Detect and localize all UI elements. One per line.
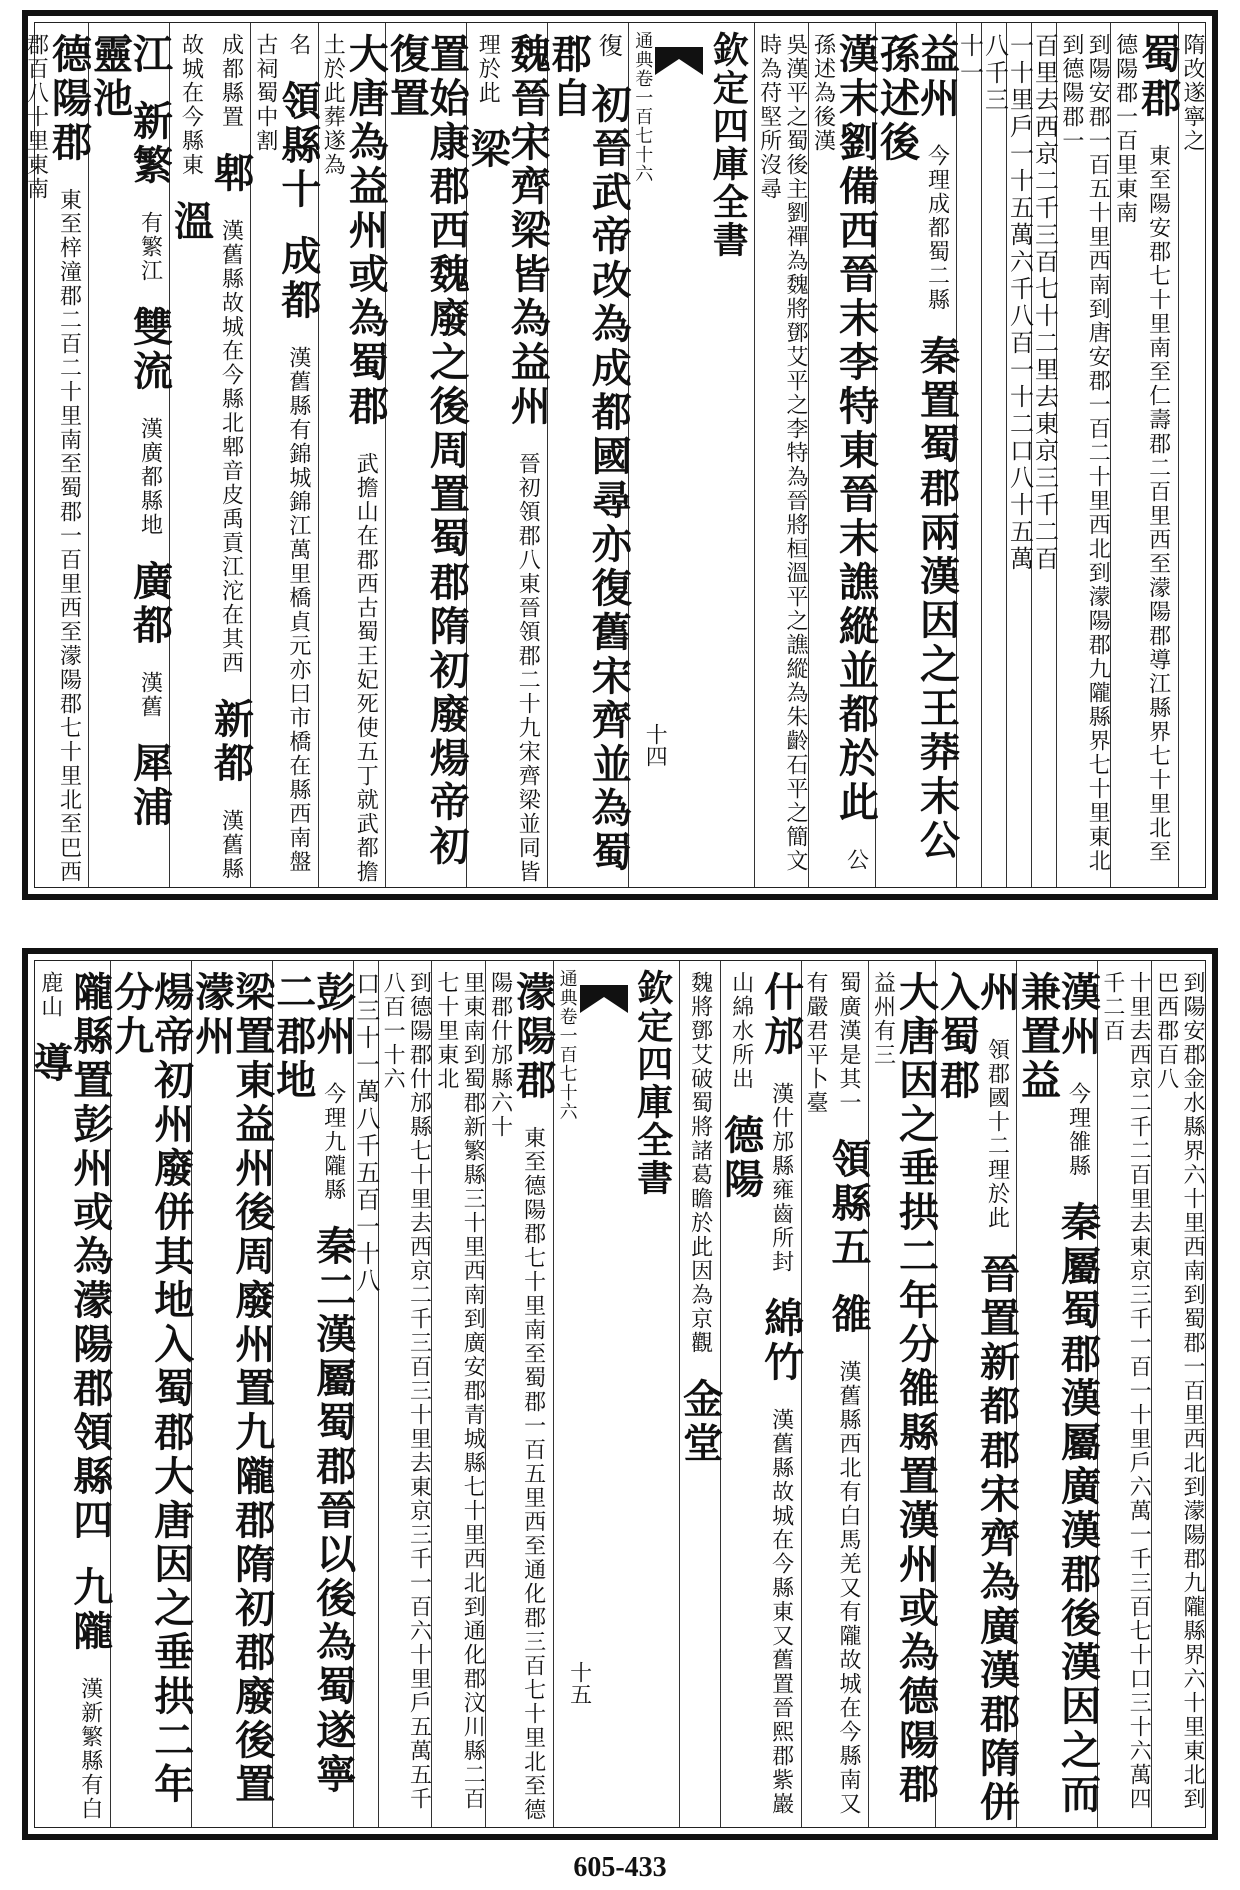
center-fold xyxy=(628,23,754,887)
main-text: 靈池 xyxy=(86,33,134,121)
main-text: 新繁 xyxy=(126,100,174,188)
text-column xyxy=(717,961,805,1827)
main-text: 雙流 xyxy=(126,306,174,394)
main-text: 漢末劉備西晉末李特東晉末譙縱並都於此 xyxy=(832,33,880,825)
main-text: 隴縣置彭州或為濛陽郡領縣四 xyxy=(66,971,114,1543)
annotation-text: 到德陽郡什邡縣七十里去西京二千三百三十里去東京三千一百六十里戶五萬五千八百一十六 xyxy=(380,971,432,1811)
annotation-text: 東至陽安郡七十里南至仁壽郡二百里西至濛陽郡導江縣界七十里北至德陽郡一百里東南 xyxy=(1112,33,1171,864)
annotation-text: 領郡國十二理於此 xyxy=(984,1038,1010,1230)
annotation-text: 漢什邡縣雍齒所封 xyxy=(768,1082,794,1274)
text-column xyxy=(933,961,1021,1827)
annotation-text: 漢廣都縣地 xyxy=(137,417,163,537)
leaf-number: 十五 xyxy=(566,1661,592,1705)
annotation-text: 今理成都蜀二縣 xyxy=(924,144,950,312)
top-page-columns xyxy=(23,22,1206,888)
text-column xyxy=(188,961,276,1827)
text-column xyxy=(107,961,195,1827)
main-text: 州 xyxy=(973,971,1021,1015)
main-text: 秦屬蜀郡漢屬廣漢郡後漢因之而兼置益 xyxy=(1014,971,1102,1817)
main-text: 德陽郡 xyxy=(45,33,93,165)
main-text: 煬帝初州廢併其地入蜀郡大唐因之垂拱二年分九 xyxy=(107,971,195,1807)
main-text: 新都 xyxy=(207,698,255,786)
text-column xyxy=(383,23,471,887)
annotation-text: 里東南到蜀郡新繁縣三十里西南到廣安郡青城縣七十里西北到通化郡汶川縣二百七十里東北 xyxy=(433,971,486,1811)
main-text: 領縣十 xyxy=(274,80,322,212)
main-text: 濛陽郡 xyxy=(509,971,557,1103)
annotation-text: 一十里戶一十五萬六千八百一十二口八十五萬 xyxy=(1005,33,1034,573)
text-column xyxy=(676,961,724,1827)
main-text: 郫 xyxy=(207,152,255,196)
annotation-text: 晉初領郡八東晉領郡二十九宋齊梁並同皆理於此 xyxy=(475,33,541,884)
main-text: 綿竹 xyxy=(757,1297,805,1385)
main-text: 梁置東益州後周廢州置九隴郡隋初郡廢後置濛州 xyxy=(188,971,276,1807)
annotation-text: 魏將鄧艾破蜀將諸葛瞻於此因為京觀 xyxy=(687,971,713,1355)
annotation-text: 到陽安郡金水縣界六十里西南到蜀郡一百里西北到濛陽郡九隴縣界六十里東北到巴西郡百八 xyxy=(1153,971,1205,1811)
text-column xyxy=(754,23,808,887)
annotation-text: 益州有三 xyxy=(870,971,896,1067)
annotation-text: 到陽安郡一百五十里西南到唐安郡一百二十里西北到濛陽郡九隴縣界七十里東北到德陽郡一 xyxy=(1058,33,1111,873)
text-column xyxy=(1151,961,1205,1827)
text-column xyxy=(22,23,93,887)
text-column xyxy=(873,23,961,887)
main-text: 金堂 xyxy=(676,1378,724,1466)
text-column xyxy=(1005,23,1034,887)
main-text: 彭州 xyxy=(309,971,357,1059)
main-text: 領縣五 xyxy=(825,1138,873,1270)
text-column xyxy=(464,23,552,887)
text-column xyxy=(167,23,255,887)
annotation-text: 十一 xyxy=(955,33,984,87)
top-page-panel xyxy=(22,10,1218,900)
annotation-text: 蜀廣漢是其一 xyxy=(836,971,862,1115)
annotation-text: 百里去西京二千三百七十二里去東京三千二百 xyxy=(1030,33,1059,573)
annotation-text: 隋改遂寧之 xyxy=(1180,33,1205,153)
main-text: 什邡 xyxy=(757,971,805,1059)
main-text: 置始康郡西魏廢之後周置蜀郡隋初廢煬帝初復置 xyxy=(383,33,471,869)
annotation-text: 漢新繁縣有白鹿山 xyxy=(37,971,103,1821)
text-column xyxy=(868,961,940,1827)
text-column xyxy=(485,961,557,1827)
main-text: 九隴 xyxy=(66,1566,114,1654)
page-number: 605-433 xyxy=(573,1852,667,1883)
main-text: 大唐為益州或為蜀郡 xyxy=(342,33,390,429)
leaf-number: 十四 xyxy=(642,723,668,767)
annotation-text: 漢舊縣有錦城錦江萬里橋貞元亦曰市橋在縣西南盤古祠蜀中割 xyxy=(252,33,311,874)
main-text: 秦二漢屬蜀郡晉以後為蜀遂寧二郡地 xyxy=(269,971,357,1797)
book-title: 欽定四庫全書 xyxy=(631,969,674,1197)
center-fold xyxy=(553,961,679,1827)
main-text: 溫 xyxy=(167,200,215,244)
annotation-text: 漢舊縣西北有白馬羌又有隴故城在今縣南又有嚴君平卜臺 xyxy=(803,971,862,1816)
text-column xyxy=(269,961,357,1827)
bottom-page-panel xyxy=(22,948,1218,1840)
text-column xyxy=(318,23,390,887)
fishtail-mark-icon xyxy=(655,47,703,75)
text-column xyxy=(431,961,485,1827)
annotation-text: 漢舊縣故城在今縣北郫音皮禹貢江沱在其西 xyxy=(218,219,244,675)
main-text: 漢州 xyxy=(1054,971,1102,1059)
text-column xyxy=(808,23,880,887)
main-text: 大唐因之垂拱二年分雒縣置漢州或為德陽郡 xyxy=(892,971,940,1807)
annotation-text: 東至梓潼郡二百二十里南至蜀郡一百里西至濛陽郡七十里北至巴西郡百八十里東南 xyxy=(23,33,82,884)
text-column xyxy=(26,961,114,1827)
main-text: 初晉武帝改為成都國尋亦復舊宋齊並為蜀郡自 xyxy=(545,33,633,875)
annotation-text: 武擔山在郡西古蜀王妃死使五丁就武都擔土於此葬遂為 xyxy=(320,33,379,884)
text-column xyxy=(801,961,873,1827)
annotation-text: 今理九隴縣 xyxy=(320,1082,346,1202)
text-column xyxy=(980,23,1009,887)
text-column xyxy=(1056,23,1110,887)
annotation-text: 八千三 xyxy=(980,33,1009,114)
text-column xyxy=(1097,961,1151,1827)
text-column xyxy=(86,23,174,887)
text-column xyxy=(545,23,633,887)
annotation-text: 漢舊 xyxy=(137,671,163,719)
main-text: 雒 xyxy=(825,1293,873,1337)
main-text: 成都 xyxy=(274,235,322,323)
text-column xyxy=(1014,961,1102,1827)
book-title: 欽定四庫全書 xyxy=(707,31,750,259)
annotation-text: 十里去西京二千二百里去東京三千一百一十里戶六萬一千三百七十口三十六萬四千二百 xyxy=(1099,971,1152,1811)
main-text: 魏晉宋齊梁皆為益州 xyxy=(504,33,552,429)
annotation-text: 有繁江 xyxy=(137,211,163,283)
text-column xyxy=(378,961,432,1827)
annotation-text: 今理雒縣 xyxy=(1065,1082,1091,1178)
annotation-text: 成都縣置 xyxy=(218,33,244,129)
fishtail-mark-icon xyxy=(580,985,628,1013)
main-text: 廣都 xyxy=(126,560,174,648)
annotation-text: 漢舊縣故城在今縣東 xyxy=(178,33,244,881)
volume-label: 通典卷一百七十六 xyxy=(556,969,578,1121)
annotation-text: 漢舊縣故城在今縣東又舊置晉熙郡紫巖山綿水所出 xyxy=(728,971,794,1816)
annotation-text: 東至德陽郡七十里南至蜀郡一百五里西至通化郡三百七十里北至德陽郡什邡縣六十 xyxy=(487,971,546,1822)
annotation-text: 名 xyxy=(285,33,311,57)
main-text: 蜀郡 xyxy=(1134,33,1182,121)
annotation-text: 吳漢平之蜀後主劉禪為魏將鄧艾平之李特為晉將桓溫平之譙縱為朱齡石平之簡文時為苻堅所沒尋 xyxy=(756,33,809,873)
annotation-text: 公孫述為後漢 xyxy=(810,33,869,872)
main-text: 江 xyxy=(126,33,174,77)
bottom-page-columns xyxy=(26,960,1206,1828)
text-column xyxy=(1030,23,1059,887)
text-column xyxy=(1178,23,1205,887)
main-text: 梁 xyxy=(464,128,512,172)
main-text: 導 xyxy=(26,1042,74,1086)
main-text: 秦置蜀郡兩漢因之王莽末公孫述後 xyxy=(873,33,961,863)
text-column xyxy=(250,23,322,887)
main-text: 益州 xyxy=(913,33,961,121)
main-text: 德陽 xyxy=(717,1114,765,1202)
main-text: 犀浦 xyxy=(126,742,174,830)
volume-label: 通典卷一百七十六 xyxy=(632,31,654,183)
main-text: 復 xyxy=(594,33,623,60)
annotation-text: 口三十一萬八千五百一十八 xyxy=(351,971,380,1295)
main-text: 晉置新都郡宋齊為廣漢郡隋併入蜀郡 xyxy=(933,971,1021,1825)
text-column xyxy=(1110,23,1182,887)
